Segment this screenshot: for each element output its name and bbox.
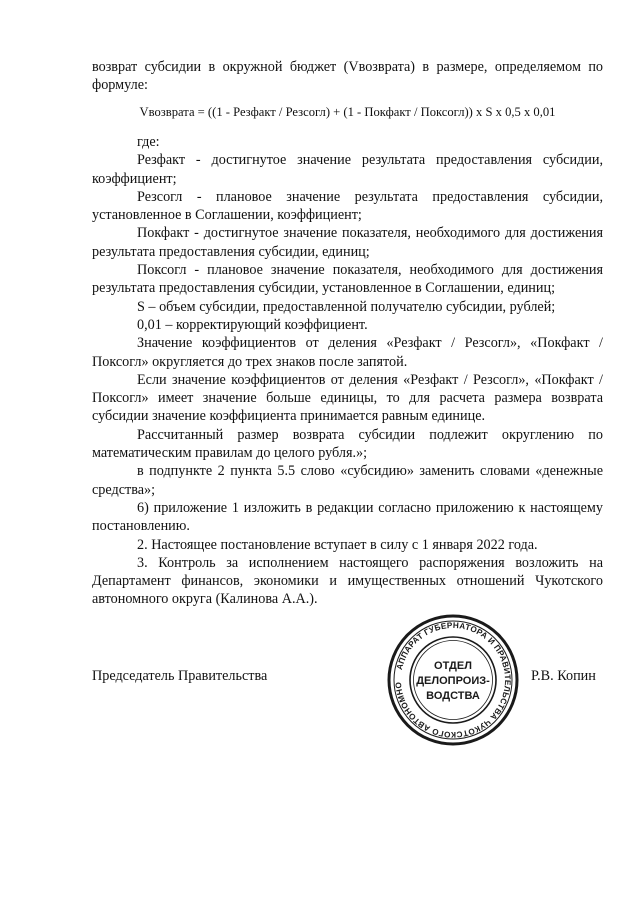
definitions-block [92, 133, 603, 609]
point-3: 3. Контроль за исполнением настоящего распоряжения возложить на Департамент финансов, экономики и имущественных отношений Чукотского автономного округа (Калинова А.А.). [92, 554, 603, 608]
official-seal [385, 612, 521, 748]
intro-line-2: формуле: [92, 77, 148, 94]
definition-rezfakt: Резфакт - достигнутое значение результата предоставления субсидии, коэффициент; [92, 152, 603, 187]
where-label: где: [137, 134, 160, 150]
signature-position: Председатель Правительства [92, 668, 268, 684]
rule-coefficient-cap: Если значение коэффициентов от деления «Резфакт / Резсогл», «Покфакт / Поксогл» имеет значение больше единицы, то для расчета размера возврата субсидии значение коэффициента принимается равным единице. [92, 371, 603, 425]
point-2: 2. Настоящее постановление вступает в силу с 1 января 2022 года. [137, 536, 538, 553]
formula: Vвозврата = ((1 - Резфакт / Резсогл) + (1 - Покфакт / Поксогл)) x S x 0,5 x 0,01 [139, 105, 556, 119]
intro-block [92, 58, 603, 95]
svg-text:ВОДСТВА: ВОДСТВА [426, 690, 480, 702]
definition-coefficient: 0,01 – корректирующий коэффициент. [137, 316, 368, 333]
intro-line-1: возврат субсидии в окружной бюджет (Vвозврата) в размере, определяемом по [92, 59, 603, 75]
amendment-appendix: 6) приложение 1 изложить в редакции согласно приложению к настоящему постановлению. [92, 499, 603, 535]
svg-text:ОТДЕЛ: ОТДЕЛ [434, 660, 472, 672]
definition-poksogl: Поксогл - плановое значение показателя, необходимого для достижения результата предоставления субсидии, установленное в Соглашении, единиц; [92, 262, 603, 297]
svg-text:ДЕЛОПРОИЗ-: ДЕЛОПРОИЗ- [416, 675, 490, 687]
seal-stamp-graphic [385, 612, 521, 748]
definition-pokfakt: Покфакт - достигнутое значение показателя, необходимого для достижения результата предоставления субсидии, единиц; [92, 225, 603, 260]
svg-text:АППАРАТ ГУБЕРНАТОРА И ПРАВИТЕЛ: АППАРАТ ГУБЕРНАТОРА И ПРАВИТЕЛЬСТВА ЧУКОТСКОГО АВТОНОМНО [393, 620, 513, 740]
definition-rezsogl: Резсогл - плановое значение результата предоставления субсидии, установленное в Соглашении, коэффициент; [92, 188, 603, 224]
definition-s: S – объем субсидии, предоставленной получателю субсидии, рублей; [137, 298, 556, 315]
amendment-5-5: в подпункте 2 пункта 5.5 слово «субсидию» заменить словами «денежные средства»; [92, 463, 603, 498]
rule-rounding-amount: Рассчитанный размер возврата субсидии подлежит округлению по математическим правилам до целого рубля.»; [92, 426, 603, 462]
rule-rounding-coefficients: Значение коэффициентов от деления «Резфакт / Резсогл», «Покфакт / Поксогл» округляется до трех знаков после запятой. [92, 335, 603, 370]
signature-name: Р.В. Копин [531, 668, 596, 684]
